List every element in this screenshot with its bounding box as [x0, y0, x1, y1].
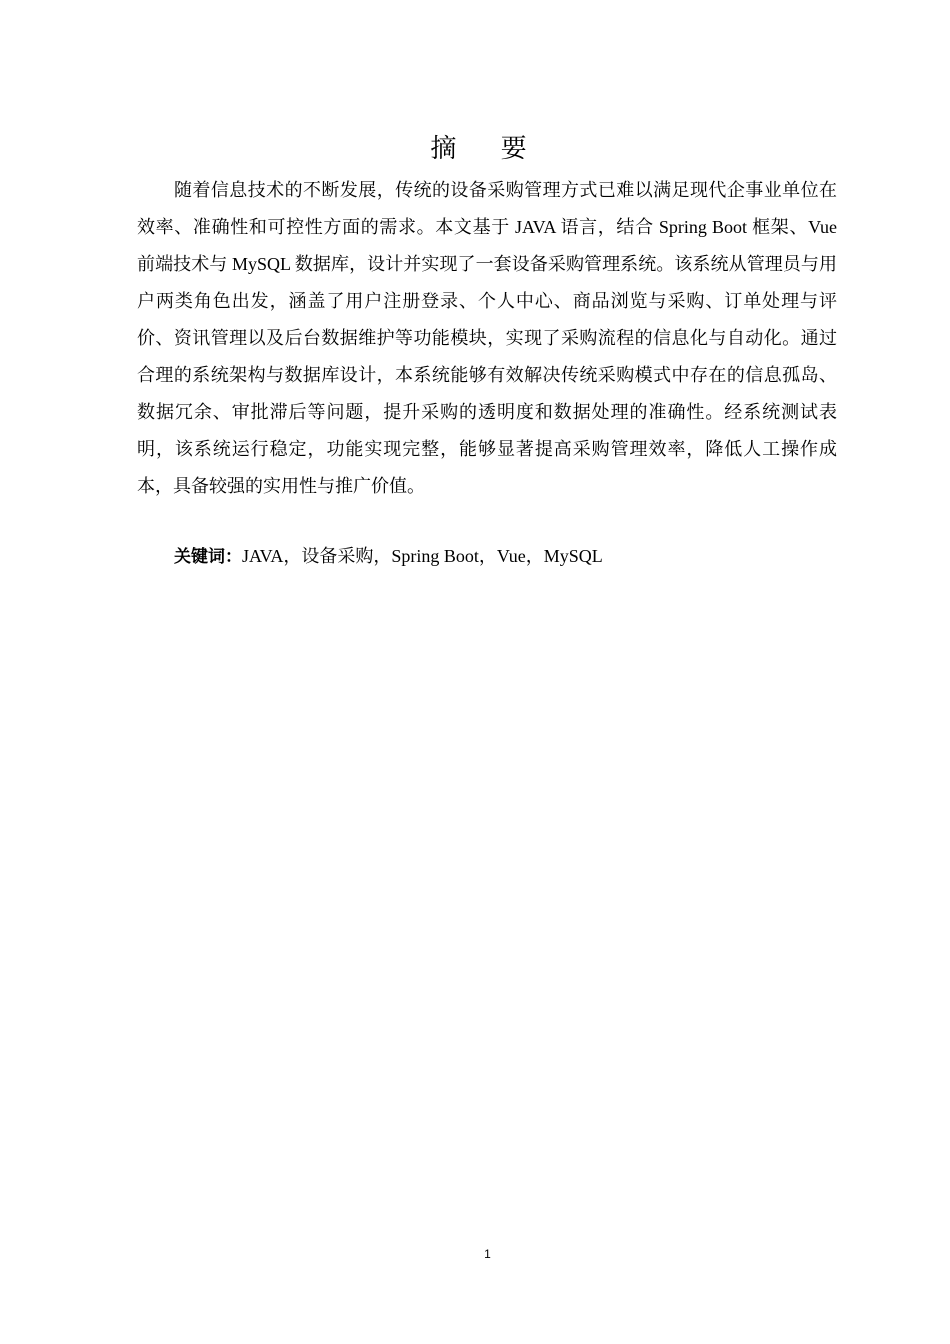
abstract-title: 摘 要: [430, 134, 545, 164]
keywords-line: [174, 539, 854, 574]
page-number: 1: [484, 1247, 491, 1261]
keywords-text: JAVA，设备采购，Spring Boot，Vue，MySQL: [242, 546, 603, 566]
abstract-body: 随着信息技术的不断发展，传统的设备采购管理方式已难以满足现代企事业单位在效率、准确性和可控性方面的需求。本文基于 JAVA 语言，结合 Spring Boot 框架、Vue 前端技术与 MySQL 数据库，设计并实现了一套设备采购管理系统。该系统从管理员与用户两类角色出发，涵盖了用户注册登录、个人中心、商品浏览与采购、订单处理与评价、资讯管理以及后台数据维护等功能模块，实现了采购流程的信息化与自动化。通过合理的系统架构与数据库设计，本系统能够有效解决传统采购模式中存在的信息孤岛、数据冗余、审批滞后等问题，提升采购的透明度和数据处理的准确性。经系统测试表明，该系统运行稳定，功能实现完整，能够显著提高采购管理效率，降低人工操作成本，具备较强的实用性与推广价值。: [137, 180, 837, 496]
keywords-label: 关键词：: [174, 547, 242, 567]
